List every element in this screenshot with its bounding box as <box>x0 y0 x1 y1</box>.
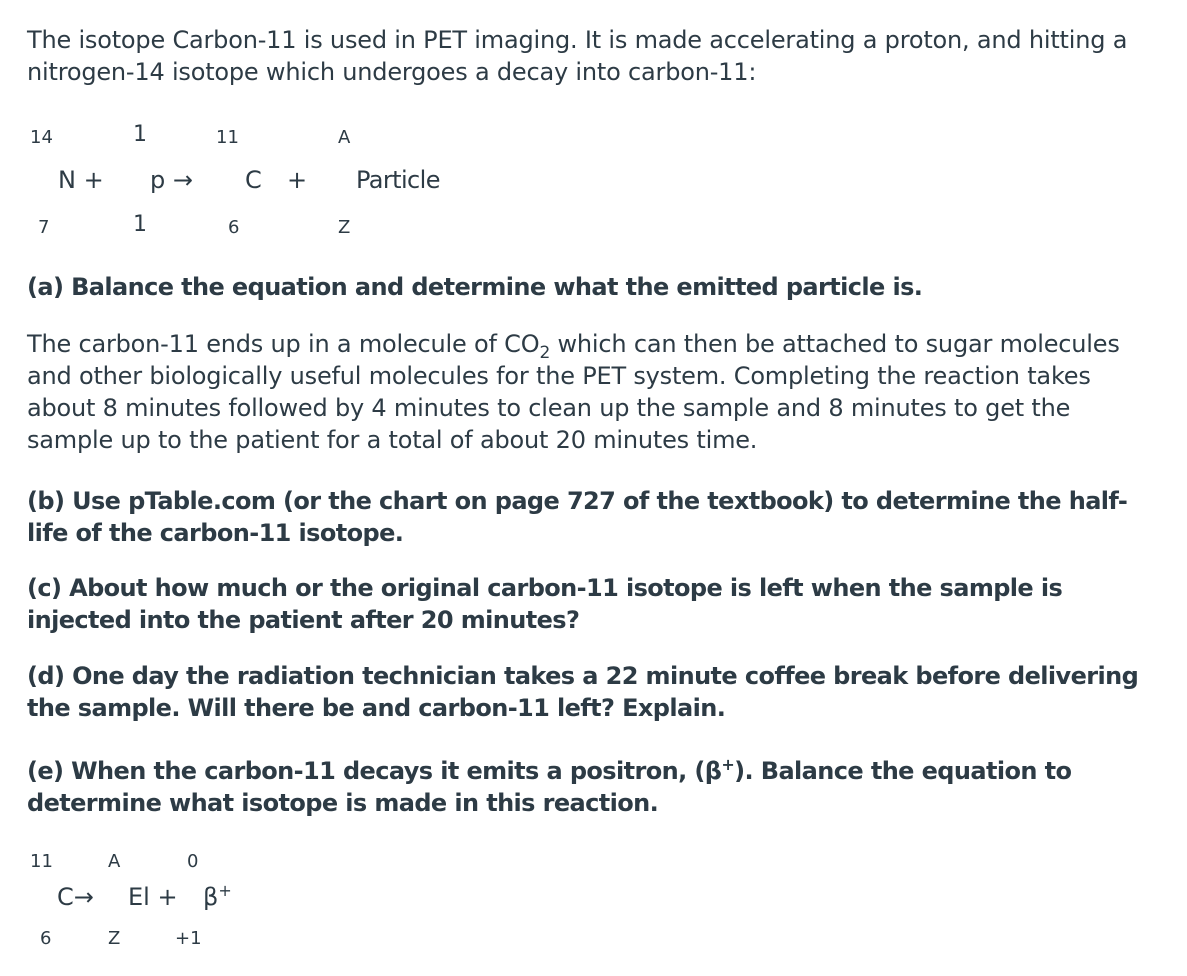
carbon-mass-number: 11 <box>216 127 239 148</box>
question-c: (c) About how much or the original carbon-11 isotope is left when the sample is injected into the patient after 20 minutes? <box>27 574 1063 634</box>
nitrogen-atomic-number: 7 <box>38 217 50 238</box>
question-e-superscript: + <box>721 755 735 774</box>
co2-subscript: 2 <box>539 343 551 363</box>
paragraph-co2 <box>27 328 1162 456</box>
question-b: (b) Use pTable.com (or the chart on page 727 of the textbook) to determine the half-life of the carbon-11 isotope. <box>27 487 1128 547</box>
question-d: (d) One day the radiation technician takes a 22 minute coffee break before delivering the sample. Will there be and carbon-11 left? Explain. <box>27 662 1139 722</box>
intro-line-2: nitrogen-14 isotope which undergoes a decay into carbon-11: <box>27 58 757 86</box>
carbon-atomic-number: 6 <box>228 217 240 238</box>
positron-mass-number: 0 <box>187 851 199 872</box>
question-e-part1: (e) When the carbon-11 decays it emits a positron, (β <box>27 757 722 785</box>
positron-beta: β <box>203 883 219 911</box>
particle-atomic-number: Z <box>338 217 351 238</box>
element-mass-number: A <box>108 851 121 872</box>
carbon-decay-atomic-number: 6 <box>40 928 52 949</box>
paragraph-co2-part2: which can then be attached to sugar molecules and other biologically useful molecules for the PET system. Completing the reaction takes about 8 minutes followed by 4 minutes to clean up the sample and 8 minutes to get the sample up to the patient for a total of about 20 minutes time. <box>27 330 1120 454</box>
question-a: (a) Balance the equation and determine what the emitted particle is. <box>27 273 923 301</box>
intro-line-1: The isotope Carbon-11 is used in PET imaging. It is made accelerating a proton, and hitting a <box>27 26 1128 54</box>
carbon-symbol: C <box>245 166 262 194</box>
carbon-decay-mass-number: 11 <box>30 851 53 872</box>
proton-mass-number: 1 <box>133 122 147 147</box>
proton-atomic-number: 1 <box>133 212 147 237</box>
question-e <box>27 755 1162 819</box>
plus-sign: + <box>287 166 308 194</box>
positron-charge-number: +1 <box>175 928 202 949</box>
element-symbol: El + <box>128 883 178 911</box>
carbon-decay-symbol: C→ <box>57 883 94 911</box>
question-e-part2: ). Balance the equation to determine what isotope is made in this reaction. <box>27 757 1072 817</box>
nitrogen-mass-number: 14 <box>30 127 53 148</box>
positron-superscript: + <box>218 881 232 900</box>
proton-symbol: p → <box>150 166 193 194</box>
particle-symbol: Particle <box>356 166 440 194</box>
element-atomic-number: Z <box>108 928 121 949</box>
nitrogen-symbol: N + <box>58 166 104 194</box>
positron-symbol <box>203 883 232 911</box>
particle-mass-number: A <box>338 127 351 148</box>
paragraph-co2-part1: The carbon-11 ends up in a molecule of CO <box>27 330 540 358</box>
